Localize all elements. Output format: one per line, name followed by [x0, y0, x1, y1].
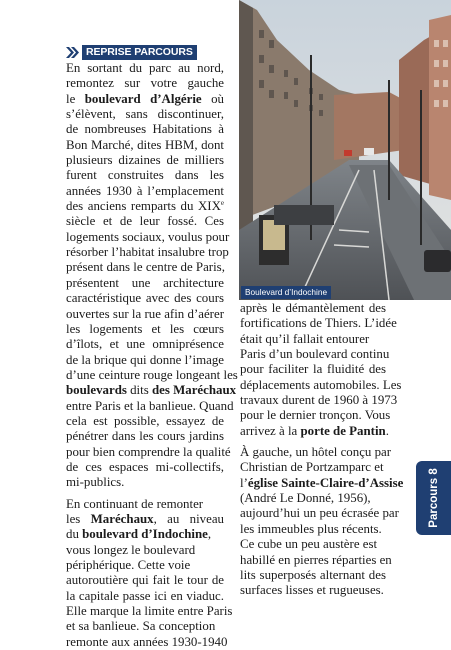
section-header-label: REPRISE PARCOURS [82, 45, 197, 60]
text-line: Paris d’un boulevard continu [240, 347, 390, 362]
text-line: d’une ceinture rouge longeant les [66, 367, 238, 382]
text-line: présentent une architecture [66, 275, 224, 290]
text-run: arrivez à la [240, 423, 301, 438]
text-line [66, 199, 224, 214]
text-line: les immeubles plus récents. [240, 521, 382, 536]
text-line: cela est possible, essayez de [66, 413, 224, 428]
text-line: Elle marque la limite entre Paris [66, 604, 233, 619]
place-name: église Sainte-Claire-d’Assise [247, 475, 404, 490]
text-line: fortifications de Thiers. L’idée [240, 316, 397, 331]
text-line: En sortant du parc au nord, [66, 61, 224, 75]
text-line: de la brique qui donne l’image [66, 352, 224, 367]
text-line: À gauche, un hôtel conçu par [240, 445, 392, 460]
superscript: e [220, 199, 224, 208]
street-photo [239, 0, 451, 300]
place-name: boulevard d’Indochine [82, 527, 208, 542]
text-line: En continuant de remonter [66, 496, 204, 511]
text-line: résorber l’habitat insalubre trop [66, 245, 229, 260]
text-line [66, 512, 224, 527]
text-line: Ce cube un peu austère est [240, 537, 378, 552]
text-line: remontez sur votre gauche [66, 76, 224, 91]
paragraph-peripherique [240, 301, 402, 439]
text-line: années 1930 à l’emplacement [66, 183, 224, 198]
place-name: boulevard d’Algérie [84, 91, 202, 106]
place-name: boulevards [66, 383, 127, 398]
text-column-left [66, 61, 238, 650]
text-line: furent construites dans les [66, 168, 224, 183]
text-line [66, 527, 224, 542]
text-line: Christian de Portzamparc et [240, 460, 384, 475]
text-line: autoroutière qui fait le tour de [66, 573, 224, 588]
text-run: dits [126, 383, 152, 398]
text-column-right [240, 301, 404, 599]
text-line: plusieurs dizaines de milliers [66, 153, 224, 168]
paragraph-boulevard-algerie [66, 61, 238, 491]
double-chevron-icon [66, 46, 79, 59]
text-line: aujourd’hui un peu écrasée par [240, 506, 399, 521]
text-line: était qu’il fallait entourer [240, 331, 370, 346]
text-line: siècle et de leur fossé. Ces [66, 214, 224, 229]
text-line: après le démantèlement des [240, 301, 386, 315]
text-run: . [385, 423, 389, 438]
text-line: surfaces lisses et rugueuses. [240, 583, 384, 598]
text-run: les [66, 511, 91, 526]
text-line: périphérique. Cette voie [66, 558, 191, 572]
chapter-tab-label: Parcours 8 [427, 468, 440, 528]
text-run: l’ [240, 475, 248, 490]
text-line: d’îlots, et une omniprésence [66, 337, 224, 352]
text-line: de nombreuses Habitations à [66, 122, 224, 137]
text-line: la capitale passe ici en viaduc. [66, 588, 224, 603]
text-line: entre Paris et la banlieue. Quand [66, 398, 234, 413]
text-run: , au niveau [153, 511, 224, 526]
street-photo-image [239, 0, 451, 300]
text-line [240, 423, 389, 439]
text-line: pénétrer dans les cours jardins [66, 429, 224, 444]
text-line: vous longez le boulevard [66, 542, 196, 557]
place-name: Maréchaux [90, 511, 154, 526]
text-line: remonte aux années 1930-1940 [66, 634, 228, 649]
text-run: des anciens remparts du XIX [66, 199, 221, 214]
text-line [66, 92, 224, 107]
text-run: où [201, 91, 224, 106]
section-header [66, 45, 197, 60]
text-line: lits superposés alternant des [240, 567, 386, 582]
text-line: déplacements automobiles. Les [240, 377, 402, 392]
text-run: du [66, 527, 83, 542]
text-line: pour faciliter la fluidité des [240, 362, 386, 377]
text-line: mi-publics. [66, 475, 125, 490]
photo-caption: Boulevard d’Indochine [241, 286, 331, 299]
text-run: le [66, 91, 85, 106]
text-line: et sa banlieue. Sa conception [66, 619, 216, 634]
text-line: les logements et les cœurs [66, 321, 224, 336]
text-line: logements sociaux, voulus pour [66, 229, 230, 244]
text-line: habillé en pierres réparties en [240, 552, 392, 567]
text-line: pour le dernier tronçon. Vous [240, 408, 391, 423]
text-line: Bon Marché, dites HBM, dont [66, 137, 224, 152]
paragraph-sainte-claire [240, 445, 404, 598]
place-name: porte de Pantin [300, 423, 386, 438]
text-line: s’élèvent, sans discontinuer, [66, 107, 224, 122]
text-run: , [207, 527, 212, 542]
chapter-tab [416, 461, 451, 535]
text-line: (André Le Donné, 1956), [240, 491, 371, 506]
text-line [66, 383, 237, 398]
text-line: ouvertes sur la rue afin d’aérer [66, 306, 224, 321]
text-line: travaux durent de 1960 à 1973 [240, 393, 398, 408]
place-name: des Maréchaux [151, 383, 237, 398]
paragraph-boulevard-indochine [66, 496, 233, 650]
text-line: de ces espaces mi-collectifs, [66, 459, 224, 474]
text-line: caractéristique avec des cours [66, 291, 224, 306]
text-line: pour bien comprendre la qualité [66, 444, 231, 459]
text-line [240, 475, 404, 491]
text-line: présent dans le centre de Paris, [66, 260, 225, 275]
